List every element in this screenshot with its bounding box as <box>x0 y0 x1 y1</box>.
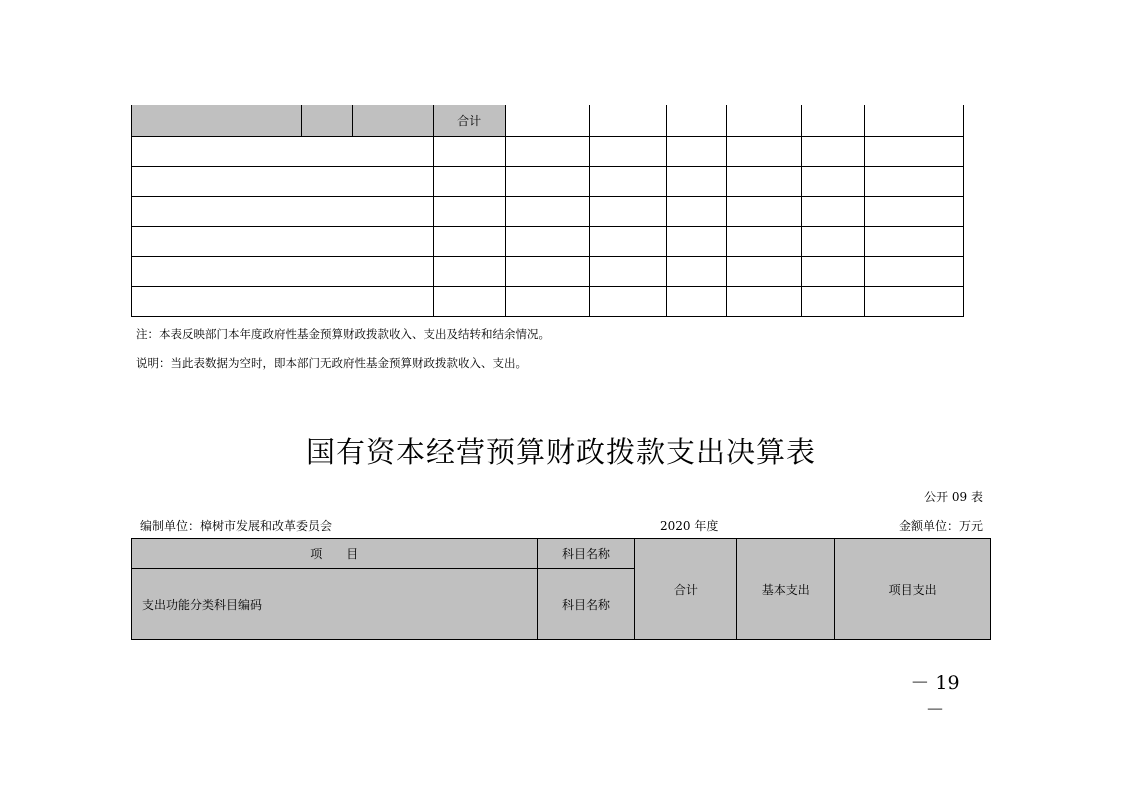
table-note: 注：本表反映部门本年度政府性基金预算财政拨款收入、支出及结转和结余情况。 <box>136 327 550 341</box>
value-cell <box>865 105 964 136</box>
table-row <box>132 136 964 166</box>
table-header-row <box>132 539 991 569</box>
table-row <box>132 196 964 226</box>
value-cell <box>802 105 865 136</box>
table-explanation: 说明：当此表数据为空时，即本部门无政府性基金预算财政拨款收入、支出。 <box>136 356 527 370</box>
table-row <box>132 226 964 256</box>
value-cell <box>727 105 802 136</box>
total-label-cell: 合计 <box>433 105 505 136</box>
fiscal-year: 2020 年度 <box>660 519 719 533</box>
total-header: 合计 <box>635 539 737 640</box>
state-capital-expense-table <box>131 538 991 640</box>
basic-expense-header: 基本支出 <box>737 539 835 640</box>
value-cell <box>590 105 667 136</box>
form-code: 公开 09 表 <box>924 490 983 504</box>
table-row <box>132 286 964 316</box>
header-cell <box>301 105 352 136</box>
table-row <box>132 166 964 196</box>
subject-name-header-2: 科目名称 <box>537 569 635 640</box>
table-row <box>132 256 964 286</box>
value-cell <box>505 105 590 136</box>
page-title: 国有资本经营预算财政拨款支出决算表 <box>305 435 816 469</box>
fund-table-continuation <box>131 105 964 317</box>
subject-name-header: 科目名称 <box>537 539 635 569</box>
project-expense-header: 项目支出 <box>835 539 991 640</box>
function-code-header: 支出功能分类科目编码 <box>132 569 538 640</box>
header-cell <box>352 105 433 136</box>
page-number: － 19 － <box>910 672 960 721</box>
table-header-row <box>132 105 964 136</box>
item-header: 项 目 <box>132 539 538 569</box>
value-cell <box>667 105 727 136</box>
header-cell <box>132 105 302 136</box>
amount-unit: 金额单位：万元 <box>898 519 983 533</box>
compiling-unit: 编制单位：樟树市发展和改革委员会 <box>140 519 333 533</box>
